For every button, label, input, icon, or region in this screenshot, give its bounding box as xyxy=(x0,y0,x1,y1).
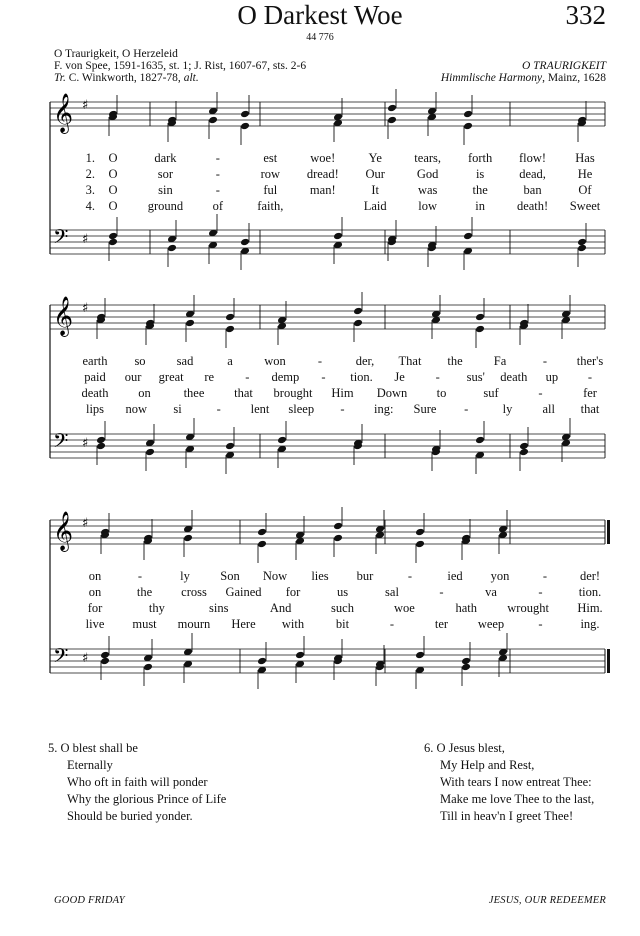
lyric-syllable: ing: xyxy=(374,402,394,416)
lyric-syllable: man! xyxy=(309,183,336,197)
hymn-number: 332 xyxy=(565,0,606,30)
lyric-syllable: mourn xyxy=(177,617,211,631)
notehead xyxy=(333,232,343,241)
key-signature-sharp-icon: ♯ xyxy=(82,436,89,451)
lyric-syllable: Sweet xyxy=(569,199,601,213)
notehead xyxy=(353,319,363,328)
verse-number: 2. xyxy=(85,167,95,181)
lyric-syllable: ground xyxy=(147,199,184,213)
lyric-syllable: sins xyxy=(209,601,229,615)
lyric-syllable: tears, xyxy=(414,151,442,165)
key-signature-sharp-icon: ♯ xyxy=(82,98,89,113)
lyric-syllable: flow! xyxy=(519,151,547,165)
lyric-syllable: - xyxy=(439,585,444,599)
stanza-5-line: Who oft in faith will ponder xyxy=(67,775,208,789)
key-signature-sharp-icon: ♯ xyxy=(82,651,89,666)
lyric-syllable: ful xyxy=(263,183,278,197)
lyric-syllable: death! xyxy=(516,199,549,213)
lyric-syllable: on xyxy=(88,569,102,583)
lyric-syllable: - xyxy=(538,585,543,599)
notehead xyxy=(257,540,267,549)
lyric-syllable: And xyxy=(269,601,292,615)
lyric-syllable: - xyxy=(245,370,250,384)
lyric-syllable: earth xyxy=(82,354,108,368)
stanza-6-line: Till in heav'n I greet Thee! xyxy=(440,809,574,823)
lyric-syllable: lips xyxy=(85,402,105,416)
lyric-syllable: demp xyxy=(271,370,300,384)
lyric-syllable: fer xyxy=(583,386,597,400)
lyric-syllable: est xyxy=(263,151,278,165)
lyric-syllable: Our xyxy=(365,167,385,181)
lyric-syllable: forth xyxy=(467,151,493,165)
lyric-syllable: in xyxy=(475,199,485,213)
lyric-syllable: dead, xyxy=(519,167,546,181)
lyric-syllable: was xyxy=(417,183,438,197)
lyric-syllable: ied xyxy=(447,569,463,583)
notehead xyxy=(475,313,485,322)
lyric-syllable: great xyxy=(158,370,184,384)
notehead xyxy=(208,116,218,125)
lyric-syllable: va xyxy=(485,585,497,599)
lyric-syllable: Laid xyxy=(363,199,387,213)
lyric-syllable: Him xyxy=(331,386,354,400)
notehead xyxy=(475,325,485,334)
lyric-syllable: ly xyxy=(502,402,513,416)
lyric-syllable: ther's xyxy=(576,354,604,368)
meter: 44 776 xyxy=(306,32,334,43)
notehead xyxy=(415,651,425,660)
lyric-syllable: - xyxy=(317,354,323,368)
lyric-syllable: for xyxy=(87,601,103,615)
notehead xyxy=(463,232,473,241)
notehead xyxy=(461,663,471,672)
lyric-syllable: ter xyxy=(434,617,449,631)
notehead xyxy=(185,319,195,328)
notehead xyxy=(225,313,235,322)
lyric-syllable: so xyxy=(134,354,146,368)
lyric-syllable: a xyxy=(227,354,233,368)
bass-clef-icon: 𝄢 xyxy=(53,644,69,672)
notehead xyxy=(475,436,485,445)
tune-source-place: , Mainz, 1628 xyxy=(542,72,606,84)
translator-abbr: Tr. xyxy=(54,72,66,84)
lyric-syllable: That xyxy=(398,354,422,368)
lyric-syllable: si xyxy=(173,402,182,416)
notehead xyxy=(333,534,343,543)
lyric-syllable: He xyxy=(577,167,593,181)
lyric-syllable: - xyxy=(538,386,543,400)
lyric-syllable: our xyxy=(124,370,142,384)
lyric-syllable: such xyxy=(331,601,354,615)
lyric-syllable: to xyxy=(436,386,447,400)
notehead xyxy=(257,528,267,537)
lyric-syllable: ly xyxy=(180,569,190,583)
lyric-syllable: won xyxy=(264,354,286,368)
lyric-syllable: Of xyxy=(578,183,592,197)
lyric-syllable: - xyxy=(340,402,345,416)
stanza-5-number: 5. xyxy=(48,741,58,755)
notehead xyxy=(240,110,250,119)
lyric-syllable: bur xyxy=(356,569,374,583)
lyric-syllable: that xyxy=(580,402,600,416)
notehead xyxy=(295,651,305,660)
lyric-syllable: sad xyxy=(176,354,194,368)
lyric-syllable: - xyxy=(216,402,221,416)
lyric-syllable: now xyxy=(125,402,148,416)
lyric-syllable: low xyxy=(418,199,438,213)
stanza-6-number: 6. xyxy=(424,741,434,755)
lyric-syllable: - xyxy=(215,151,220,165)
tune-source-book: Himmlische Harmony xyxy=(440,72,543,84)
lyric-syllable: - xyxy=(542,569,548,583)
notehead xyxy=(225,442,235,451)
lyric-syllable: on xyxy=(88,585,102,599)
lyric-syllable: dread! xyxy=(306,167,339,181)
notehead xyxy=(415,528,425,537)
final-bar xyxy=(607,520,610,544)
stanza-5 xyxy=(48,740,226,825)
stanza-5-line: Should be buried yonder. xyxy=(67,809,193,823)
lyric-syllable: Now xyxy=(262,569,288,583)
notehead xyxy=(167,244,177,253)
lyric-syllable: Fa xyxy=(493,354,507,368)
notehead xyxy=(415,540,425,549)
lyric-syllable: of xyxy=(212,199,224,213)
translator-name: C. Winkworth, 1827-78, xyxy=(65,72,184,84)
notehead xyxy=(463,110,473,119)
lyric-syllable: bit xyxy=(335,617,350,631)
tune-name: O TRAURIGKEIT xyxy=(521,60,606,72)
lyric-syllable: for xyxy=(285,585,301,599)
lyric-syllable: O xyxy=(108,199,118,213)
treble-clef-icon: 𝄞 xyxy=(53,296,74,336)
key-signature-sharp-icon: ♯ xyxy=(82,301,89,316)
lyric-syllable: sal xyxy=(385,585,399,599)
stanza-6-line: O Jesus blest, xyxy=(436,741,505,755)
lyric-syllable: sor xyxy=(157,167,174,181)
verse-number: 4. xyxy=(85,199,95,213)
lyric-syllable: the xyxy=(472,183,488,197)
lyric-syllable: Gained xyxy=(225,585,262,599)
notehead xyxy=(100,657,110,666)
lyric-syllable: - xyxy=(137,569,143,583)
stanza-6-line: Make me love Thee to the last, xyxy=(440,792,595,806)
stanza-6-line: My Help and Rest, xyxy=(440,758,535,772)
lyric-syllable: - xyxy=(407,569,413,583)
lyric-syllable: Son xyxy=(220,569,240,583)
notehead xyxy=(143,663,153,672)
lyric-syllable: woe! xyxy=(310,151,336,165)
lyric-syllable: - xyxy=(435,370,440,384)
lyric-syllable: - xyxy=(587,370,593,384)
lyric-syllable: Him. xyxy=(577,601,603,615)
notehead xyxy=(108,238,118,247)
lyric-syllable: - xyxy=(464,402,469,416)
footer-section: JESUS, OUR REDEEMER xyxy=(488,895,606,906)
notehead xyxy=(519,448,529,457)
lyric-syllable: - xyxy=(542,354,548,368)
notehead xyxy=(240,122,250,131)
lyric-syllable: - xyxy=(538,617,543,631)
lyric-syllable: ing. xyxy=(580,617,600,631)
bass-clef-icon: 𝄢 xyxy=(53,429,69,457)
notehead xyxy=(257,657,267,666)
stanza-6 xyxy=(424,740,594,825)
notehead xyxy=(145,448,155,457)
lyric-syllable: re xyxy=(204,370,215,384)
final-bar xyxy=(607,649,610,673)
lyric-syllable: sin xyxy=(158,183,173,197)
lyric-syllable: is xyxy=(475,167,485,181)
lyric-syllable: dark xyxy=(154,151,177,165)
notehead xyxy=(240,238,250,247)
treble-clef-icon: 𝄞 xyxy=(53,511,74,551)
lyric-syllable: O xyxy=(108,167,118,181)
lyric-syllable: hath xyxy=(455,601,478,615)
lyric-syllable: Has xyxy=(575,151,595,165)
key-signature-sharp-icon: ♯ xyxy=(82,516,89,531)
lyric-syllable: the xyxy=(136,585,153,599)
stanza-6-line: With tears I now entreat Thee: xyxy=(440,775,592,789)
lyric-syllable: cross xyxy=(181,585,207,599)
lyric-syllable: death xyxy=(81,386,109,400)
notehead xyxy=(277,436,287,445)
stanza-5-line: Why the glorious Prince of Life xyxy=(67,792,227,806)
lyric-syllable: wrought xyxy=(507,601,549,615)
lyric-syllable: row xyxy=(260,167,281,181)
translator-alt: alt. xyxy=(183,72,199,84)
footer-season: GOOD FRIDAY xyxy=(54,895,125,906)
lyric-syllable: O xyxy=(108,151,118,165)
lyric-syllable: faith, xyxy=(257,199,284,213)
lyric-syllable: der, xyxy=(355,354,375,368)
lyric-syllable: up xyxy=(545,370,559,384)
lyric-syllable: der! xyxy=(579,569,601,583)
lyric-syllable: yon xyxy=(490,569,510,583)
lyric-syllable: the xyxy=(447,354,463,368)
lyric-syllable: tion. xyxy=(350,370,373,384)
lyric-syllable: Here xyxy=(231,617,256,631)
lyric-syllable: thee xyxy=(183,386,205,400)
lyric-syllable: on xyxy=(138,386,151,400)
lyric-syllable: God xyxy=(416,167,439,181)
lyric-syllable: woe xyxy=(393,601,415,615)
lyric-syllable: lies xyxy=(311,569,329,583)
lyric-syllable: us xyxy=(336,585,349,599)
lyric-syllable: thy xyxy=(148,601,165,615)
notehead xyxy=(96,442,106,451)
lyric-syllable: - xyxy=(215,183,220,197)
notehead xyxy=(463,122,473,131)
verse-number: 3. xyxy=(85,183,95,197)
treble-clef-icon: 𝄞 xyxy=(53,93,74,133)
lyric-syllable: death xyxy=(500,370,528,384)
lyric-syllable: O xyxy=(108,183,118,197)
stanza-5-line: O blest shall be xyxy=(60,741,138,755)
notehead xyxy=(353,307,363,316)
lyric-syllable: - xyxy=(389,617,395,631)
notehead xyxy=(387,116,397,125)
lyric-syllable: tion. xyxy=(578,585,602,599)
author-credit: F. von Spee, 1591-1635, st. 1; J. Rist, 1607-67, sts. 2-6 xyxy=(54,60,307,72)
notehead xyxy=(225,325,235,334)
notehead xyxy=(577,244,587,253)
lyric-syllable: lent xyxy=(250,402,270,416)
lyric-syllable: Je xyxy=(394,370,405,384)
lyric-syllable: suf xyxy=(483,386,499,400)
lyric-syllable: must xyxy=(132,617,157,631)
lyric-syllable: sus' xyxy=(466,370,485,384)
lyric-syllable: that xyxy=(234,386,253,400)
original-title: O Traurigkeit, O Herzeleid xyxy=(54,48,178,60)
lyric-syllable: brought xyxy=(273,386,313,400)
lyric-syllable: ban xyxy=(523,183,542,197)
lyric-syllable: live xyxy=(85,617,105,631)
key-signature-sharp-icon: ♯ xyxy=(82,232,89,247)
hymn-title: O Darkest Woe xyxy=(237,0,403,30)
lyric-syllable: - xyxy=(321,370,326,384)
lyric-syllable: sleep xyxy=(288,402,315,416)
lyric-syllable: weep xyxy=(477,617,505,631)
lyric-syllable: It xyxy=(371,183,380,197)
lyric-syllable: Ye xyxy=(368,151,382,165)
bass-clef-icon: 𝄢 xyxy=(53,225,69,253)
lyric-syllable: all xyxy=(542,402,555,416)
lyric-syllable: - xyxy=(215,167,220,181)
lyric-syllable: with xyxy=(281,617,305,631)
lyric-syllable: Sure xyxy=(413,402,437,416)
notehead xyxy=(183,534,193,543)
notehead xyxy=(387,104,397,113)
verse-number: 1. xyxy=(85,151,95,165)
notehead xyxy=(333,522,343,531)
lyric-syllable: Down xyxy=(376,386,408,400)
stanza-5-line: Eternally xyxy=(67,758,113,772)
lyric-syllable: paid xyxy=(84,370,106,384)
